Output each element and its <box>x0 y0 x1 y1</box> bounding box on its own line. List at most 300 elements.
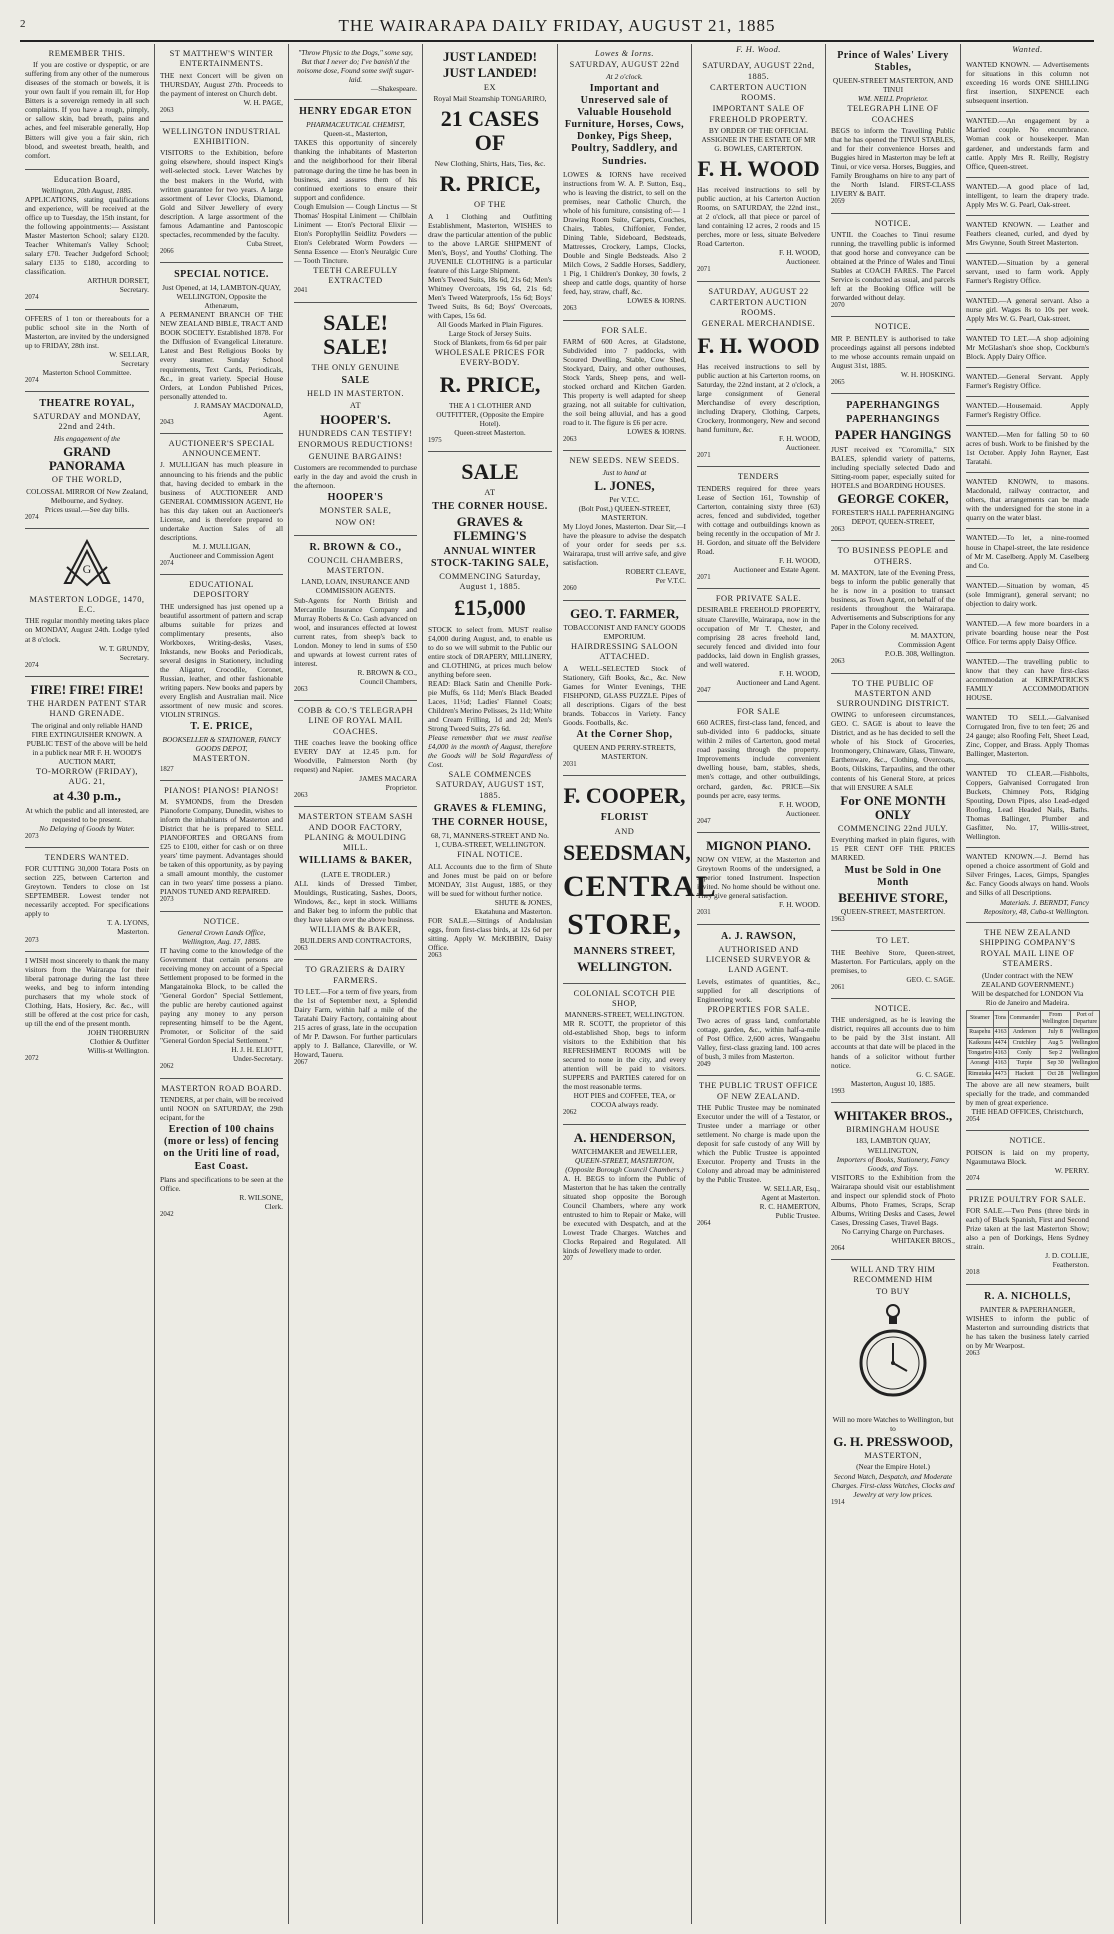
ad-role: Agent. <box>263 409 283 419</box>
ad-number: 2043 <box>160 418 174 426</box>
ad-sign: R. BROWN & CO., <box>357 667 417 677</box>
ad-place: MANNERS-STREET, WELLINGTON. <box>564 1010 685 1020</box>
ad-title: WILL AND TRY HIM RECOMMEND HIM <box>850 1265 936 1285</box>
ad-date: SATURDAY, AUGUST 22nd, 1885. <box>702 61 815 81</box>
ad-body: FOR CUTTING 30,000 Totara Posts on section 225, between Carterton and Greytown. Tenders to close on 1st SEPTEMBER. Lowest tender not necessarily accepted. For specifications apply to <box>25 864 149 919</box>
livery-stables-ad <box>831 44 955 214</box>
column-8 <box>961 44 1099 1924</box>
ad-line: Royal Mail Steamship TONGARIRO, <box>433 93 547 103</box>
ad-body: The original and only reliable HAND FIRE EXTINGUISHER KNOWN. A PUBLIC TEST of the above will be held in a publick near MR F. H. WOOD'S AUCTION MART, <box>26 720 148 766</box>
ad-body: OWING to unforeseen circumstances, GEO. C. SAGE is about to leave the District, and as he has decided to sell the whole of his Stock of Groceries, Ironmongery, Chinaware, Glass, Tinware, Earthenware, &c., Clothing, Overcoats, Boots, Oilskins, Tarpaulins, and the other contents of his General Store, at prices that will ENSURE A SALE <box>831 710 955 792</box>
masthead <box>20 6 1094 42</box>
ad-amount: £15,000 <box>454 595 526 621</box>
table-header-cell: Steamer <box>967 1010 994 1028</box>
ad-title: PIANOS! PIANOS! PIANOS! <box>164 785 279 795</box>
ad-stock-2: Stock of Blankets, from 6s 6d per pair <box>433 338 547 348</box>
ad-number: 2074 <box>25 661 39 669</box>
ad-lead: Erection of 100 chains (more or less) of fencing on the Uriti line of road, East Coast. <box>163 1124 280 1172</box>
williams-baker-ad <box>294 807 417 960</box>
ad-title: FOR SALE <box>736 707 781 717</box>
ad-list: READ: Black Satin and Chenille Pork-pie Muffs, 6s 11d; Men's Black Beaded Laces, 11½d; Ladies' Flannel Coats; Children's Merino Pelisses, 2s 11d; White and Cream Frilling, 1d and 2d; Men's Strong Tweed Suits, 27s 6d. <box>428 678 552 733</box>
ad-sub: BIRMINGHAM HOUSE <box>846 1125 940 1135</box>
ad-line-1: FLORIST <box>600 812 649 824</box>
ad-title: WHITAKER BROS., <box>833 1107 953 1123</box>
ad-role: Auctioneer and Estate Agent. <box>733 564 820 574</box>
ad-foot: Masterton School Committee. <box>42 367 132 377</box>
ad-line: THE CORNER HOUSE. <box>432 500 548 512</box>
ad-line-7: ENORMOUS REDUCTIONS! <box>298 440 413 450</box>
ad-role: Agent at Masterton. <box>761 1193 820 1203</box>
ad-line-9: HOOPER'S <box>327 492 384 504</box>
ad-body: My Lloyd Jones, Masterton. Dear Sir,—I have the pleasure to advise the despatch of your order for seeds per s.s. Wairarapa, trust will arrive safe, and give satisfaction. <box>563 522 686 568</box>
road-board-ad <box>160 1079 283 1226</box>
ad-body: THE undersigned has just opened up a beautiful assortment of pattern and scrap albums suitable for prizes and complimentary presents, also Workboxes, Writing-desks, Vases, Inkstands, new Books and Periodicals, several designs in Stationery, including the Aligator, Crocodile, Coronet, Russian, leather, and other fashionable writing papers. New books and papers by every English and Australian mail. Nice assortment of new music and scores. VIOLIN STRINGS. <box>160 601 283 719</box>
wanted-item: WANTED TO SELL.—Galvanised Corrugated Iron, five to ten feet; 26 and 24 gauge; also Roofing Felt, Sheet Lead, Zinc, Copper, and Brass. Apply Thomas Ballinger, Masterton. <box>966 709 1089 765</box>
ad-title: FIRE! FIRE! FIRE! <box>30 681 144 697</box>
table-body <box>967 1028 1100 1080</box>
ad-title-3: PAPER HANGINGS <box>834 427 952 443</box>
ad-sign: F. H. WOOD, <box>779 555 820 565</box>
ad-sub: Just Opened, at 14, LAMBTON-QUAY, WELLINGTON, Opposite the Athenæum, <box>162 283 281 311</box>
ad-number: 2071 <box>697 452 711 460</box>
ad-body: POISON is laid on my property, Ngaumutawa Block. <box>966 1147 1089 1166</box>
whitaker-bros-ad <box>831 1103 955 1260</box>
thorburn-ad <box>25 952 149 1070</box>
table-cell: 4163 <box>993 1028 1008 1038</box>
wanted-item: WANTED KNOWN, to masons. Macdonald, railway contractor, and others, that arrangements can be made with the undersigned for the stone in a quarry on the water blast. <box>966 473 1089 529</box>
wanted-item: WANTED.—Men for falling 50 to 60 acres of bush. Work to be finished by the 1st October. Apply John Rayner, East Taratahi. <box>966 426 1089 473</box>
ad-foot: HOT PIES and COFFEE, TEA, or COCOA always ready. <box>573 1091 676 1110</box>
ad-title-2: JUST LANDED! <box>442 65 538 81</box>
ad-sign: LOWES & IORNS. <box>627 296 686 306</box>
table-cell: 4473 <box>993 1069 1008 1079</box>
ad-number: 2063 <box>831 658 845 666</box>
ad-role: BOOKSELLER & STATIONER, FANCY GOODS DEPOT, <box>162 735 281 754</box>
ad-tail-2: No Delaying of Goods by Water. <box>39 823 135 833</box>
column-container <box>20 44 1099 1924</box>
ad-must: Must be Sold in One Month <box>844 864 942 888</box>
ad-body: THE next Concert will be given on THURSDAY, August 27th. Proceeds to the payment of interest on Church debt. <box>160 70 283 98</box>
ad-number: 2060 <box>563 585 577 593</box>
table-cell: Anderson <box>1008 1028 1041 1038</box>
table-row <box>967 1028 1100 1038</box>
table-row <box>967 1048 1100 1058</box>
ad-body-2: Everything marked in plain figures, with 15 PER CENT OFF THE PRICES MARKED. <box>831 835 955 863</box>
ad-body: If you are costive or dyspeptic, or are suffering from any other of the numerous diseases of the stomach or bowels, it is your own fault if you remain ill, for Hop Bitters is a sovereign remedy in all such complaints. If you have a rough, pimply, or sallow skin, bad breath, pains and aches, and feel miserable generally, Hop Bitters will give you a fair skin, rich blood, and sweetest breath, health, and comfort. <box>25 60 149 160</box>
wanted-item: WANTED.—To let, a nine-roomed house in Chapel-street, the late residence of Mr M. Caselberg. Apply M. Caselberg and Co. <box>966 529 1089 576</box>
ad-firm: GRAVES & FLEMING'S <box>453 513 527 544</box>
ad-number: 2066 <box>160 247 174 255</box>
ad-number: 2054 <box>966 1116 980 1123</box>
ad-role: Under-Secretary. <box>232 1054 283 1064</box>
presswood-ad <box>831 1260 955 1513</box>
ad-title: JUST LANDED! <box>442 49 538 64</box>
ad-number: 2071 <box>697 266 711 274</box>
ad-sub: EX <box>483 82 497 92</box>
ad-number: 2042 <box>160 1210 174 1218</box>
ad-body: FARM of 600 Acres, at Gladstone, Subdivided into 7 paddocks, with Scoured Dwelling, Stable, Cow Shed, Stockyard, Dairy, and other outhouses, Stock Yards, Sheep pens, and well-stocked orchard and Kitchen Garden. This property is well adapted for sheep grazing, not all suitable for cultivation, the soil being alluvial, and has a good road to it. The figure is £6 per acre. <box>563 336 686 428</box>
table-header-row <box>967 1010 1100 1028</box>
wanted-item: WANTED.—An engagement by a Married couple. No encumbrance. Woman cook or housekeeper. Man gardener, and understands farm and cattle. Apply Mrs R. Reilly, Registry Office, Queen-street. <box>966 112 1089 177</box>
ad-role: Auctioneer. <box>785 443 820 453</box>
ad-body: ALL kinds of Dressed Timber, Mouldings, Rusticating, Sashes, Doors, Windows, &c., kept in stock. Williams and Baker beg to inform the public that they have taken over the above business. <box>294 878 417 924</box>
ad-sub: PHARMACEUTICAL CHEMIST, <box>306 120 405 130</box>
ad-dates: SATURDAY and MONDAY, 22nd and 24th. <box>33 412 141 432</box>
hosking-notice <box>831 317 955 394</box>
ad-title-2: PAPERHANGINGS <box>846 414 940 426</box>
ad-title: ST MATTHEW'S WINTER ENTERTAINMENTS. <box>169 49 274 69</box>
ad-sign: M. MAXTON, <box>910 631 955 641</box>
quote-ad <box>294 44 417 100</box>
wanted-item: WANTED TO CLEAR.—Fishbolts, Coppers, Galvanised Corrugated Iron Buckets, Chimney Pots, Ridging Spouting, Down Pipes, also Lead-edged Roofing, Lead Headed Nails, Baths. Thomas Ballinger, Plumber and Gasfitter, No. 17, Willis-street, Wellington. <box>966 765 1089 848</box>
ad-line-5: STORE, <box>567 907 682 941</box>
ad-sub: His engagement of the <box>53 433 121 443</box>
ad-number: 2031 <box>563 760 577 768</box>
table-header-cell: Tons <box>993 1010 1008 1028</box>
ad-body: A 1 Clothing and Outfitting Establishment, Masterton, WISHES to draw the particular attention of the public to the above LARGE SHIPMENT of Men's, Boys', and Youths' Clothing. The JUVENILE CLOTHING is a particular feature of this Large Shipment. <box>428 211 552 275</box>
ad-number: 2071 <box>697 573 711 581</box>
ad-final-body: ALL Accounts due to the firm of Shute and Jones must be paid on or before MONDAY, 31st August, 1885, or they will be sued for without further notice. <box>428 861 552 898</box>
ad-list: Two acres of grass land, comfortable cottage, garden, &c., within half-a-mile of Post Office. 2,600 acres, Wangaehu Valley, first-class grazing land. 100 acres of bush, 3 miles from Masterton. <box>697 1015 820 1062</box>
ad-place: Council Chambers, <box>359 676 417 686</box>
wanted-item: WANTED.—A few more boarders in a private boarding house near the Post Office. For terms apply Daisy Office. <box>966 615 1089 653</box>
ad-body: Will no more Watches to Wellington, but to <box>832 1414 954 1433</box>
ad-body: LOWES & IORNS have received instructions from W. A. P. Sutton, Esq., who is leaving the district, to sell on the premises, near Catholic Church, the whole of his furniture, consisting of:— 1 Drawing Room Suite, Carpets, Couches, Chairs, Tables, Chiffonier, Fender, Dining Table, Sideboard, Bedsteads, Mattresses, Crockery, Lamps, Clocks, Double and Single Bedsteads. Also 2 Milch Cows, 2 Saddle Horses, Saddlery, 1 Pig, 1 Children's Donkey, 30 fowls, 2 sheep and cattle dogs, quantity of horse feed, hay, straw, chaff, &c. <box>563 169 686 297</box>
ad-sign: T. E. PRICE, <box>190 721 253 732</box>
eton-chemist-ad <box>294 100 417 302</box>
farmer-tobacconist-ad <box>563 601 686 777</box>
ad-body: A. H. BEGS to inform the Public of Masterton that he has taken the centrally situated shop opposite the Borough Council Chambers, where any work entrusted to him to Repair or Make, will be executed with Despatch, and at the Lowest Trade Charges. Watches and Clocks Repaired and Regulated. All kinds of Jewellery made to order. <box>563 1174 686 1256</box>
bible-society-ad <box>160 263 283 434</box>
ad-sub: AT <box>484 488 496 498</box>
column-3 <box>289 44 423 1924</box>
ad-shop-2-sub: THE A 1 CLOTHIER AND OUTFITTER, (Opposite the Empire Hotel). <box>436 400 544 428</box>
ad-number: 2059 <box>831 198 845 206</box>
ad-sign: JOHN THORBURN <box>87 1028 149 1038</box>
ad-role: Commission Agent <box>898 640 955 650</box>
ad-sign: W. PERRY. <box>1054 1165 1089 1175</box>
ad-number: 2063 <box>160 106 174 114</box>
column-6 <box>692 44 826 1924</box>
ad-date: COMMENCING 22nd JULY. <box>837 824 949 834</box>
prize-poultry-ad <box>966 1190 1089 1285</box>
ad-body: M. MAXTON, late of the Evening Press, begs to inform the public generally that he is now in a position to transact business, as Town Agent, on behalf of the residents throughout the Wairarapa. Advertisements and Subscriptions for any Paper in the Colony received. <box>831 567 955 632</box>
ad-header: Lowes & Iorns. <box>595 49 654 58</box>
ad-title: THE NEW ZEALAND SHIPPING COMPANY'S <box>979 927 1076 947</box>
ad-place: 183, LAMBTON QUAY, WELLINGTON, <box>855 1136 931 1155</box>
ad-body: THE coaches leave the booking office EVERY DAY at 12.45 p.m. for Woodville, Palmerston North (by request) and Napier. <box>294 737 417 774</box>
ad-body: Customers are recommended to purchase early in the day and avoid the crush in the afternoon. <box>294 462 417 491</box>
ad-tail: Plans and specifications to be seen at the Office. <box>160 1174 283 1193</box>
table-cell: Crutchley <box>1008 1038 1041 1048</box>
ad-number: 2031 <box>697 909 711 917</box>
ad-sign: LOWES & IORNS. <box>627 427 686 437</box>
ad-number: 2063 <box>831 526 845 534</box>
ad-number: 2072 <box>25 1055 39 1063</box>
wanted-item: WANTED.—A general servant. Also a nurse girl. Wages 8s to 10s per week. Apply Mrs W. G. Pearl, Oak-street. <box>966 292 1089 330</box>
ad-number: 207 <box>563 1255 574 1263</box>
table-row <box>967 1069 1100 1079</box>
table-header-cell: Commander <box>1008 1010 1041 1028</box>
ad-title: NOTICE. <box>874 1004 912 1014</box>
ad-number: 2074 <box>160 559 174 567</box>
ad-place: General Crown Lands Office, Wellington, Aug. 17, 1885. <box>177 927 266 946</box>
ad-sign: —Shakespeare. <box>370 84 417 94</box>
ad-title: AUCTIONEER'S SPECIAL ANNOUNCEMENT. <box>168 438 275 459</box>
ad-title: A. J. RAWSON, <box>720 930 797 942</box>
ad-shop: BEEHIVE STORE, <box>838 889 948 905</box>
price-clothing-ad <box>428 44 552 452</box>
ad-body: TO LET.—For a term of five years, from the 1st of September next, a Splendid Dairy Farm, within half a mile of the Taratahi Dairy Factory, containing about 215 acres of grass, late in the occupation of Mr P. Dawson. For further particulars apply to J. Ballance, Clareville, or W. Howard, Taueru. <box>294 986 417 1059</box>
ad-title: FOR SALE. <box>601 325 648 335</box>
ad-title: NOTICE. <box>874 218 912 228</box>
ad-role: Clerk. <box>264 1201 283 1211</box>
ad-number: 2064 <box>831 1244 845 1252</box>
table-cell: 4474 <box>993 1038 1008 1048</box>
ad-date: COMMENCING Saturday, August 1, 1885. <box>439 571 541 592</box>
fire-grenade-ad <box>25 677 149 848</box>
ad-line-3: HELD IN MASTERTON. <box>307 389 404 399</box>
ad-sign: G. C. SAGE. <box>916 1069 955 1079</box>
ad-event: ANNUAL WINTER STOCK-TAKING SALE, <box>430 545 550 569</box>
seeds-ad <box>563 451 686 600</box>
column-2 <box>155 44 289 1924</box>
ad-sign: WILLIAMS & BAKER, <box>309 924 402 934</box>
ad-body: BEGS to inform the Travelling Public that he has opened the TINUI STABLES, and for their convenience Horses and Buggies hired in Masterton may be left at Tinui, or vice versa. Horses, Buggies, and Family Broughams on hire to any part of the North Island. FIRST-CLASS LIVERY & BAIT. <box>831 125 955 199</box>
ad-title: MIGNON PIANO. <box>706 837 811 853</box>
ad-tag: At the Corner Shop, <box>576 728 673 740</box>
column-7 <box>826 44 961 1924</box>
ad-show: GRAND PANORAMA <box>48 443 126 474</box>
rawson-surveyor-ad <box>697 925 820 1077</box>
ad-line-5: HOOPER'S. <box>320 411 391 427</box>
ad-number: 2047 <box>697 817 711 825</box>
table-cell: Wellington <box>1070 1038 1100 1048</box>
ad-body: TENDERS required for three years Lease of Section 161, Township of Carterton, containing sixty three (63) acres, fenced and subdivided, together with cottage and outbuildings known as being recently in the occupation of Mr J. H. Gordon, and situate off the Belvidere Road. <box>697 483 820 556</box>
ad-sign: WHITAKER BROS., <box>891 1235 955 1245</box>
ad-sign: R. WILSONE, <box>239 1192 283 1202</box>
ad-title: NOTICE. <box>203 916 240 926</box>
table-cell: Sep 2 <box>1041 1048 1071 1058</box>
st-matthews-ad <box>160 44 283 122</box>
ad-title: TENDERS <box>737 472 780 482</box>
mignon-piano-ad <box>697 833 820 925</box>
ad-sign: F. H. WOOD, <box>779 248 820 258</box>
ad-role-2: Public Trustee. <box>775 1211 820 1221</box>
ad-number: 2063 <box>428 951 442 959</box>
ad-body: JUST received ex "Coromilla," SIX BALES, splendid variety of patterns, including specially selected Dado and Sitting-room paper, especially suited for HOTELS and BOARDING HOUSES. <box>831 444 955 490</box>
ad-shop-2: R. PRICE, <box>439 371 541 397</box>
wanted-item: WANTED TO LET.—A shop adjoining Mr McGlashan's shoe shop, Cockburn's Block. Apply Dairy Office. <box>966 330 1089 368</box>
totara-tenders-ad <box>25 848 149 952</box>
ad-body: TAKES this opportunity of sincerely thanking the inhabitants of Masterton and the neighborhood for their liberal patronage during the time he has been in business, and assures them of his continued exertions to ensure their support and confidence. <box>294 138 417 202</box>
beehive-sale-ad <box>831 674 955 932</box>
ad-body: THE regular monthly meeting takes place on MONDAY, August 24th. Lodge tyled at 8 o'clock. <box>25 616 149 644</box>
ad-title: REMEMBER THIS. <box>48 49 126 58</box>
ad-body: STOCK to select from. MUST realise £4,000 during August, and, to enable us to do so we will submit to the Public our entire stock of DRAPERY, MILLINERY, and CLOTHING, at prices much below anything before seen. <box>428 624 552 679</box>
ad-number: 2063 <box>563 436 577 444</box>
table-cell: 4163 <box>993 1059 1008 1069</box>
ad-final-sign: SHUTE & JONES, <box>494 897 552 907</box>
ad-notice-2: SALE COMMENCES SATURDAY, AUGUST 1ST, 1885. <box>435 770 545 800</box>
ad-body: WANTED KNOWN.—J. Bernd has opened a choice assortment of Gold and Silver Fringes, Laces, Gimps, Spangles &c. Fancy Goods always on hand. Wools and Silks of all Descriptions. <box>966 852 1089 898</box>
table-cell: Conly <box>1008 1048 1041 1058</box>
public-trust-ad <box>697 1076 820 1234</box>
ad-number: 1975 <box>428 437 442 444</box>
dairy-farm-ad <box>294 960 417 1073</box>
table-row <box>967 1059 1100 1069</box>
ad-title: GEO. T. FARMER, <box>570 605 679 621</box>
ad-number: 2061 <box>831 983 845 991</box>
ad-line-1: THE ONLY GENUINE <box>311 363 400 372</box>
ad-number: 1827 <box>160 765 174 773</box>
ad-title: TO LET. <box>876 936 910 946</box>
ad-sign: ARTHUR DORSET, <box>87 276 149 286</box>
ad-line-2: SALE <box>341 375 370 387</box>
ad-number: 2073 <box>25 936 39 944</box>
ad-line-11: NOW ON! <box>335 517 376 527</box>
ad-sign: ROBERT CLEAVE, <box>625 567 686 577</box>
page-number: 2 <box>20 18 26 30</box>
ad-tail: Second Watch, Despatch, and Moderate Charges. First-class Watches, Clocks and Jewelry at very low prices. <box>831 1471 955 1499</box>
table-cell: Kaikoura <box>967 1038 994 1048</box>
ad-body: Has received instructions to sell by public auction at his Carterton rooms, on Saturday, the 22nd instant, at 2 o'clock, a large consignment of General Merchandise of every description, including Drapery, Clothing, Carpets, Crockery, Ironmongery, New and second hand furniture, &c. <box>697 361 820 434</box>
ad-line-4: CENTRAL <box>563 870 717 904</box>
ad-date: TO-MORROW (FRIDAY), AUG. 21, <box>36 766 138 787</box>
ad-number: 2073 <box>160 896 174 904</box>
wanted-item-fringes <box>966 848 1089 922</box>
ad-title: TO BUSINESS PEOPLE and OTHERS. <box>837 546 949 566</box>
ad-number: 2074 <box>25 513 39 521</box>
ad-title: A. HENDERSON, <box>573 1129 676 1145</box>
ad-title: CARTERTON AUCTION ROOMS. <box>710 82 807 102</box>
nicholls-painter-ad <box>966 1285 1089 1365</box>
ad-role: Secretary. <box>119 285 149 295</box>
ad-place: Queen-st., Masterton, <box>323 129 388 139</box>
ad-sub-2: (LATE E. TRODLER.) <box>321 869 390 879</box>
ad-line-2: AND <box>614 826 635 836</box>
ad-title: CARTERTON AUCTION ROOMS. <box>710 297 807 318</box>
ad-place: QUEEN-STREET, MASTERTON. <box>840 907 946 917</box>
ad-sign: F. H. WOOD, <box>779 799 820 809</box>
ad-title: MASTERTON ROAD BOARD. <box>161 1083 282 1093</box>
ad-sub: Just to hand at <box>602 467 647 477</box>
ad-prop: WM. NEILL Proprietor. <box>857 94 929 104</box>
table-cell: Aorangi <box>967 1059 994 1069</box>
ad-role: WATCHMAKER and JEWELLER, <box>571 1146 678 1156</box>
paperhangings-ad <box>831 394 955 541</box>
ad-body: Levels, estimates of quantities, &c., supplied for all descriptions of Engineering work. <box>697 976 820 1004</box>
ad-sign: JAMES MACARA <box>359 773 417 783</box>
ad-body: MR R. SCOTT, the proprietor of this old-established Shop, begs to inform visitors to the Exhibition that his REFRESHMENT ROOMS will be secured to none in the city, and every attention will be paid to visitors. SUPPERS and PARTIES catered for on the most reasonable terms. <box>563 1019 686 1092</box>
ad-title: Education Board, <box>53 174 121 184</box>
henderson-ad <box>563 1125 686 1270</box>
ad-title: THE PUBLIC TRUST OFFICE OF NEW ZEALAND. <box>699 1081 818 1101</box>
ad-role: Masterton. <box>117 927 149 937</box>
wood-property-sale-ad <box>697 56 820 281</box>
column-header: Wanted. <box>1012 45 1043 54</box>
ad-date: SATURDAY, AUGUST 22nd <box>569 60 680 70</box>
lowes-iorns-ad <box>563 44 686 321</box>
ad-shop: THE CORNER HOUSE, <box>432 817 548 828</box>
ad-line: BY ORDER OF THE OFFICIAL ASSIGNEE IN THE ESTATE OF MR G. BOWLES, CARTERTON. <box>701 125 816 153</box>
ad-prices: Men's Tweed Suits, 18s 6d, 21s 6d; Men's Whitney Overcoats, 19s 6d, 21s 6d; Men's Tweed Waterproofs, 15s 6d; Boys' Tweed Suits, 8s 6d; Boys' Overcoats, with Capes, 15s 6d. <box>428 274 552 321</box>
ad-title: TO THE PUBLIC OF MASTERTON AND SURROUNDING DISTRICT. <box>836 678 950 709</box>
masthead-title: THE WAIRARAPA DAILY FRIDAY, AUGUST 21, 1885 <box>338 16 776 35</box>
ad-sub: ROYAL MAIL LINE OF STEAMERS. <box>980 949 1075 969</box>
ad-time: at 4.30 p.m., <box>53 788 121 804</box>
ad-sign: F. H. WOOD, <box>779 668 820 678</box>
ad-body: OFFERS of 1 ton or thereabouts for a public school site in the North of Masterton, are invited by the undersigned up to FRIDAY, 28th inst. <box>25 313 149 350</box>
ad-title: NOTICE. <box>874 322 912 332</box>
ad-place: P.O.B. 308, Wellington. <box>884 649 955 659</box>
ad-place: (Near the Empire Hotel.) <box>856 1462 930 1472</box>
ad-number: 2074 <box>25 376 39 384</box>
ad-tail: No Carrying Charge on Purchases. <box>841 1226 945 1236</box>
ad-number: 2067 <box>294 1059 308 1067</box>
ad-sub: GENERAL MERCHANDISE. <box>701 319 816 329</box>
ad-addr: MANNERS STREET, <box>573 946 676 958</box>
ad-sub: PROPERTIES FOR SALE. <box>707 1004 810 1014</box>
maxton-agent-ad <box>831 541 955 673</box>
ad-number: 2074 <box>966 1174 980 1182</box>
ad-sign: W. T. GRUNDY, <box>98 643 149 653</box>
ad-sign-2: R. C. HAMERTON, <box>759 1202 820 1212</box>
wood-land-sale-ad <box>697 702 820 833</box>
education-board-ad <box>25 170 149 310</box>
ad-firm-2: GRAVES & FLEMING, <box>433 802 547 814</box>
table-cell: Wellington <box>1070 1048 1100 1058</box>
ad-title: EDUCATIONAL DEPOSITORY <box>189 580 254 600</box>
table-cell: July 8 <box>1041 1028 1071 1038</box>
ad-sign: W. SELLAR, Esq., <box>763 1184 820 1194</box>
ad-body: WISHES to inform the public of Masterton and surrounding districts that he has taken the business lately carried on by Mr Wearpost. <box>966 1313 1089 1350</box>
table-cell: Hackett <box>1008 1069 1041 1079</box>
ad-number: 2064 <box>697 1220 711 1228</box>
column-1 <box>20 44 155 1924</box>
ad-role: Importers of Books, Stationery, Fancy Goods, and Toys. <box>836 1154 950 1173</box>
ad-title: F. COOPER, <box>563 783 686 809</box>
ad-body: "Throw Physic to the Dogs," some say, But that I never do; I've banish'd the noisome dose, Found some swift sugar-laid. <box>297 48 414 85</box>
ad-name: F. H. WOOD <box>697 155 820 181</box>
ad-place: QUEEN-STREET MASTERTON, AND TINUI <box>832 76 954 95</box>
svg-text:G: G <box>82 561 92 576</box>
theatre-royal-ad <box>25 392 149 529</box>
to-let-ad <box>831 931 955 999</box>
poison-notice <box>966 1131 1089 1190</box>
table-cell: 4163 <box>993 1048 1008 1058</box>
ad-tail: At which the public and all interested, are requested to be present. <box>25 805 149 824</box>
ad-role: Secretary. <box>119 652 149 662</box>
ad-line: LAND, LOAN, INSURANCE AND COMMISSION AGENTS. <box>301 577 410 596</box>
ad-body: TENDERS, at per chain, will be received until NOON on SATURDAY, the 29th ecipant, for the <box>160 1094 283 1122</box>
ad-sub: THE HARDEN PATENT STAR HAND GRENADE. <box>27 699 147 719</box>
hop-bitters-ad <box>25 44 149 170</box>
wood-tenders-ad <box>697 467 820 589</box>
ad-sign: T. A. LYONS, <box>106 918 149 928</box>
ad-tail: The above are all new steamers, built specially for the trade, and commanded by men of great experience. <box>966 1079 1089 1107</box>
ad-role: Clothier & Outfitter <box>89 1037 149 1047</box>
wanted-item: WANTED KNOWN. — Leather and Feathers cleaned, curled, and dyed by Mrs Gwynne, South Street Masterton. <box>966 216 1089 254</box>
school-site-ad <box>25 310 149 393</box>
ad-sign: Cuba Street, <box>246 238 283 248</box>
ad-role: TOBACCONIST AND FANCY GOODS EMPORIUM. <box>563 622 686 641</box>
ad-number: 2063 <box>563 305 577 313</box>
ad-body: M. SYMONDS, from the Dresden Pianoforte Company, Dunedin, wishes to inform the inhabitants of Masterton and District that he is prepared to SELL PIANOFORTES and ORGANS from £25 to £100, either for cash or on three years' time payment. Advantages should be taken of this opportunity, as by paying a small amount monthly, the customer can in two years' time possess a piano. PIANOS TUNED AND REPAIRED. <box>160 797 283 897</box>
table-cell: Wellington <box>1070 1028 1100 1038</box>
ad-body: FOR SALE.—Two Pens (three birds in each) of Black Spanish, First and Second Prize taken at the last Masterton Show; also a pen of Dorkings, Hens Sydney strain. <box>966 1206 1089 1252</box>
wanted-item: WANTED.—General Servant. Apply Farmer's Registry Office. <box>966 368 1089 397</box>
